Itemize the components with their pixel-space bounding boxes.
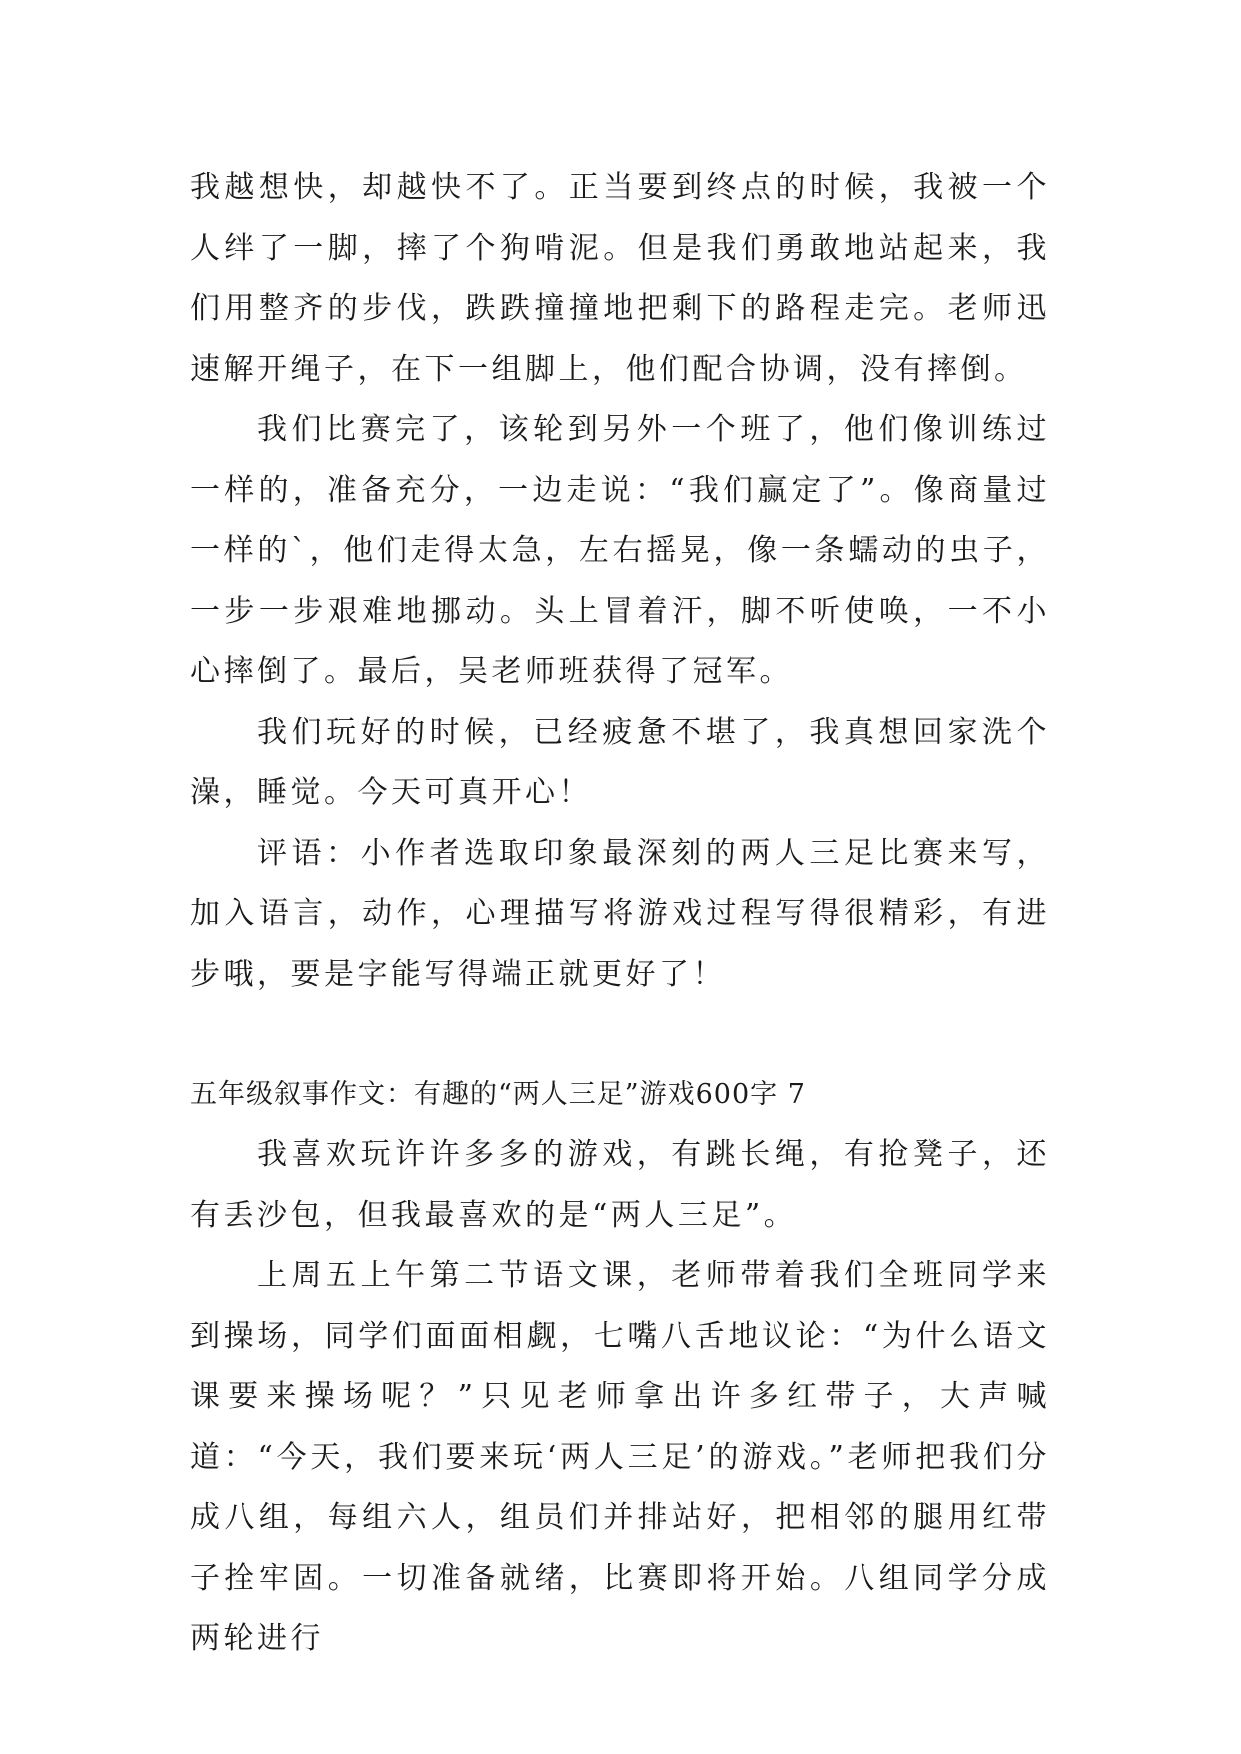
paragraph-other-class: 我们比赛完了，该轮到另外一个班了，他们像训练过一样的，准备充分，一边走说：“我们赢定了”。像商量过一样的`，他们走得太急，左右摇晃，像一条蠕动的虫子，一步一步艰难地挪动。头上冒着汗，脚不听使唤，一不小心摔倒了。最后，吴老师班获得了冠军。 (190, 412, 1050, 689)
paragraph-continuation: 我越想快，却越快不了。正当要到终点的时候，我被一个人绊了一脚，摔了个狗啃泥。但是我们勇敢地站起来，我们用整齐的步伐，跌跌撞撞地把剩下的路程走完。老师迅速解开绳子，在下一组脚上，他们配合协调，没有摔倒。 (190, 170, 1050, 387)
paragraph-intro: 我喜欢玩许许多多的游戏，有跳长绳，有抢凳子，还有丢沙包，但我最喜欢的是“两人三足”。 (190, 1137, 1050, 1233)
paragraph-tired: 我们玩好的时候，已经疲惫不堪了，我真想回家洗个澡，睡觉。今天可真开心！ (190, 714, 1050, 810)
document-page (190, 158, 1050, 1670)
paragraph-comment: 评语：小作者选取印象最深刻的两人三足比赛来写，加入语言，动作，心理描写将游戏过程写得很精彩，有进步哦，要是字能写得端正就更好了！ (190, 835, 1050, 992)
essay-heading: 五年级叙事作文：有趣的“两人三足”游戏600字 7 (190, 1079, 806, 1110)
paragraph-playground: 上周五上午第二节语文课，老师带着我们全班同学来到操场，同学们面面相觑，七嘴八舌地议论：“为什么语文课要来操场呢？”只见老师拿出许多红带子，大声喊道：“今天，我们要来玩‘两人三足’的游戏。”老师把我们分成八组，每组六人，组员们并排站好，把相邻的腿用红带子拴牢固。一切准备就绪，比赛即将开始。八组同学分成两轮进行 (190, 1258, 1050, 1656)
